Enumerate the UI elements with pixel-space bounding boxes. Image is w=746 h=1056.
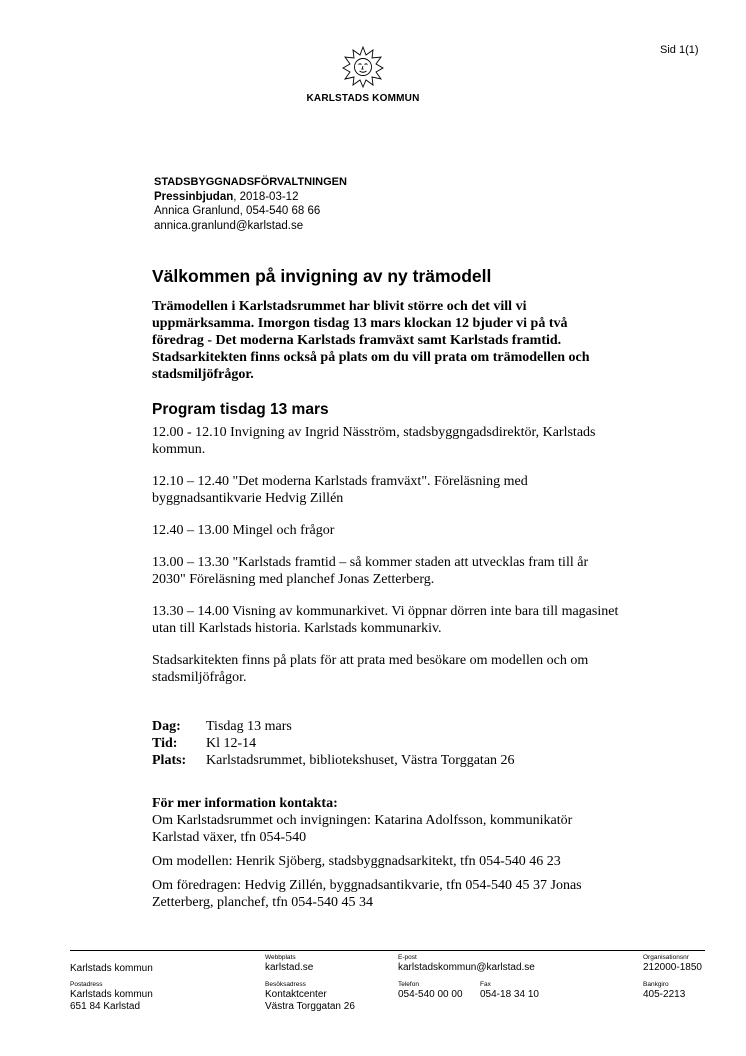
org-logo-text: KARLSTADS KOMMUN — [306, 93, 420, 104]
page-number: Sid 1(1) — [660, 44, 699, 56]
footer-label: Telefon — [398, 981, 419, 988]
footer-website: karlstad.se — [265, 962, 314, 973]
detail-row — [152, 752, 515, 769]
doc-date: , 2018-03-12 — [233, 190, 299, 203]
headline: Välkommen på invigning av ny trämodell — [152, 266, 492, 286]
contact-line: Om modellen: Henrik Sjöberg, stadsbyggnadsarkitekt, tfn 054-540 46 23 — [152, 854, 561, 869]
detail-value: Karlstadsrummet, bibliotekshuset, Västra Torggatan 26 — [206, 753, 515, 768]
contact-email: annica.granlund@karlstad.se — [154, 219, 304, 232]
detail-value: Tisdag 13 mars — [206, 719, 292, 734]
contact-person: Annica Granlund, 054-540 68 66 — [154, 205, 321, 217]
footer-phone: 054-540 00 00 — [398, 989, 463, 1000]
footer-besoksadress-line: Kontaktcenter — [265, 989, 327, 1000]
footer-bankgiro: 405-2213 — [643, 989, 686, 1000]
footer-label: Bankgiro — [643, 981, 669, 988]
footer-postadress-line: 651 84 Karlstad — [70, 1000, 141, 1012]
doc-type: Pressinbjudan — [154, 190, 234, 203]
program-item: 13.30 – 14.00 Visning av kommunarkivet. Vi öppnar dörren inte bara till magasinet utan till Karlstads historia. Karlstads kommunarkiv. — [152, 604, 619, 636]
footer-label: E-post — [398, 954, 417, 961]
footer-postadress-line: Karlstads kommun — [70, 989, 153, 1000]
sender-block — [154, 175, 347, 233]
footer-fax: 054-18 34 10 — [480, 989, 539, 1000]
detail-label: Plats: — [152, 753, 187, 768]
footer-label: Besöksadress — [265, 981, 306, 988]
footer-besoksadress-line: Västra Torggatan 26 — [265, 1000, 355, 1012]
contact-line: Om föredragen: Hedvig Zillén, byggnadsantikvarie, tfn 054-540 45 37 Jonas Zetterberg, planchef, tfn 054-540 45 34 — [152, 878, 582, 910]
footer-label: Postadress — [70, 981, 103, 988]
program-item: 13.00 – 13.30 "Karlstads framtid – så kommer staden att utvecklas fram till år 2030" Föreläsning med planchef Jonas Zetterberg. — [152, 555, 589, 587]
contact-line: Om Karlstadsrummet och invigningen: Katarina Adolfsson, kommunikatör Karlstad växer, tfn 054-540 — [152, 813, 573, 845]
footer-label: Fax — [480, 981, 491, 988]
contact-section — [152, 795, 622, 918]
footer-orgnr: 212000-1850 — [643, 962, 702, 973]
program-list — [152, 424, 622, 701]
footer-besoksadress — [265, 989, 355, 1012]
footer-email: karlstadskommun@karlstad.se — [398, 962, 535, 973]
doc-type-line — [154, 190, 347, 205]
detail-row — [152, 718, 515, 735]
detail-label: Dag: — [152, 719, 181, 734]
footer-postadress — [70, 989, 153, 1012]
detail-value: Kl 12-14 — [206, 736, 257, 751]
ingress: Trämodellen i Karlstadsrummet har blivit större och det vill vi uppmärksamma. Imorgon tisdag 13 mars klockan 12 bjuder vi på två föredrag - Det moderna Karlstads framväxt samt Karlstads framtid. Stadsarkitekten finns också på plats om du vill prata om trämodellen och stadsmiljöfrågor. — [152, 299, 590, 382]
footer-label: Webbplats — [265, 954, 296, 961]
footer-divider — [70, 950, 705, 951]
department: STADSBYGGNADSFÖRVALTNINGEN — [154, 176, 347, 188]
detail-row — [152, 735, 515, 752]
program-heading: Program tisdag 13 mars — [152, 401, 329, 418]
detail-label: Tid: — [152, 736, 178, 751]
contact-heading: För mer information kontakta: — [152, 796, 338, 811]
program-item: 12.00 - 12.10 Invigning av Ingrid Näsström, stadsbyggngadsdirektör, Karlstads kommun. — [152, 425, 596, 457]
footer-label: Organisationsnr — [643, 954, 689, 961]
program-item: 12.40 – 13.00 Mingel och frågor — [152, 523, 335, 538]
program-item: 12.10 – 12.40 "Det moderna Karlstads framväxt". Föreläsning med byggnadsantikvarie Hedvig Zillén — [152, 474, 528, 506]
sun-emblem-icon — [342, 46, 384, 88]
event-details — [152, 718, 515, 769]
program-item: Stadsarkitekten finns på plats för att prata med besökare om modellen och om stadsmiljöfrågor. — [152, 653, 589, 685]
footer-org: Karlstads kommun — [70, 963, 153, 974]
